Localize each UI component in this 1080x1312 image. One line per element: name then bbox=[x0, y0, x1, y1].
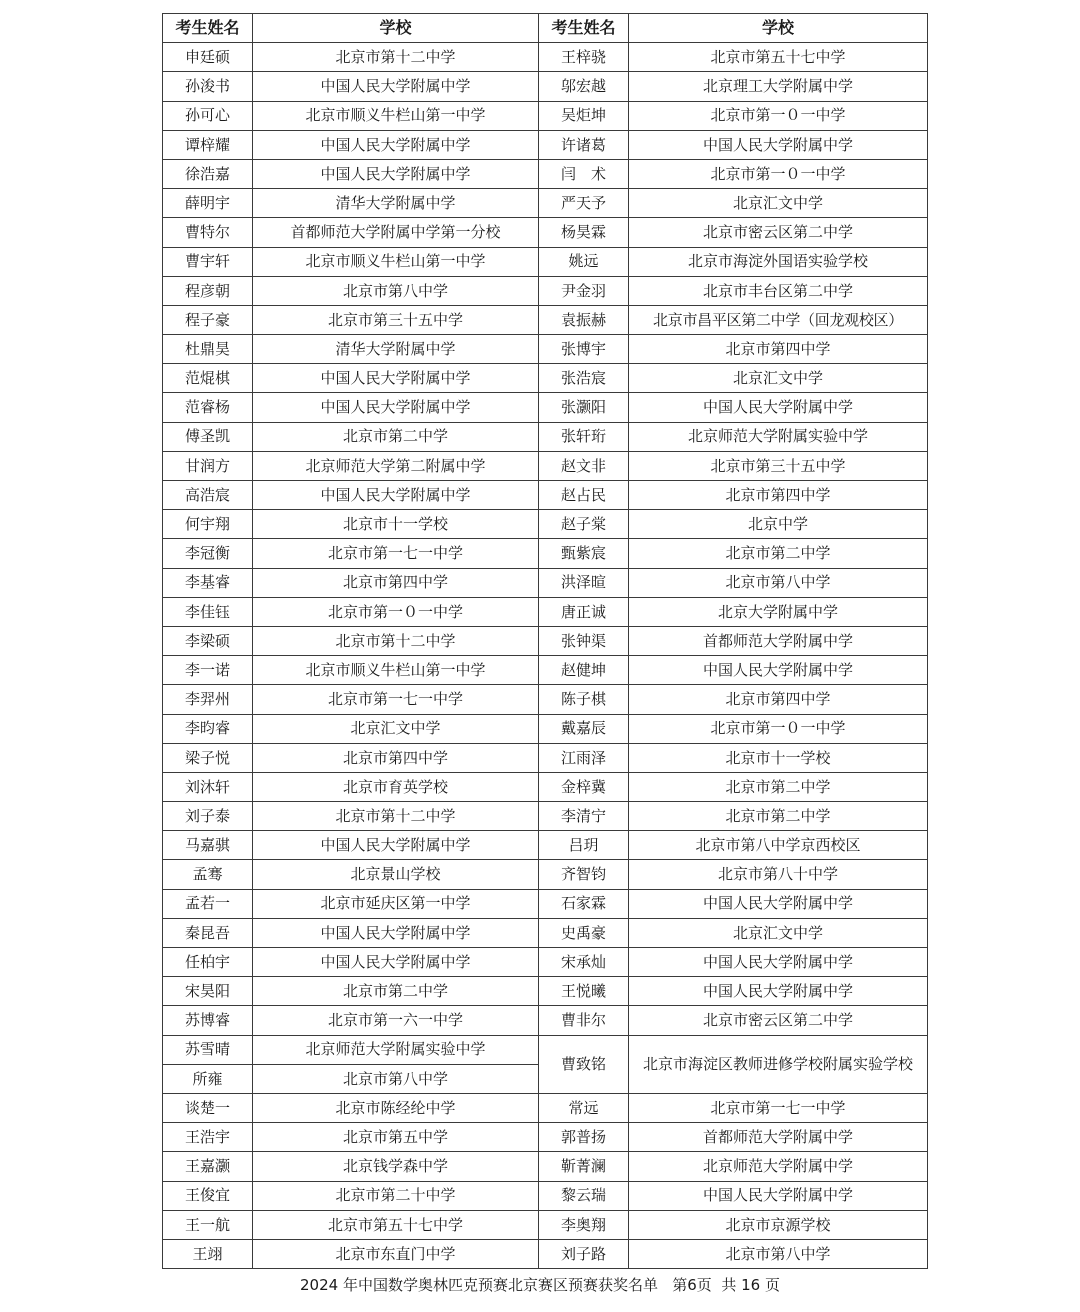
school-cell: 北京市第五十七中学 bbox=[629, 43, 928, 72]
table-row bbox=[163, 393, 928, 422]
school-cell: 北京市密云区第二中学 bbox=[629, 1006, 928, 1035]
student-name-cell: 石家霖 bbox=[539, 889, 629, 918]
student-name-cell: 何宇翔 bbox=[163, 510, 253, 539]
school-cell: 北京市第一七一中学 bbox=[253, 539, 539, 568]
school-cell: 中国人民大学附属中学 bbox=[253, 130, 539, 159]
school-cell: 北京市顺义牛栏山第一中学 bbox=[253, 247, 539, 276]
table-row bbox=[163, 1239, 928, 1268]
student-name-cell: 曹非尔 bbox=[539, 1006, 629, 1035]
school-cell: 北京钱学森中学 bbox=[253, 1152, 539, 1181]
footer-total-pages: 共 16 页 bbox=[721, 1276, 780, 1294]
student-name-cell: 李羿州 bbox=[163, 685, 253, 714]
school-cell: 北京市第一六一中学 bbox=[253, 1006, 539, 1035]
school-cell: 北京市第一七一中学 bbox=[253, 685, 539, 714]
school-cell: 北京市京源学校 bbox=[629, 1210, 928, 1239]
student-name-cell: 杜鼎昊 bbox=[163, 335, 253, 364]
table-row bbox=[163, 247, 928, 276]
school-cell: 中国人民大学附属中学 bbox=[629, 977, 928, 1006]
student-name-cell: 张灏阳 bbox=[539, 393, 629, 422]
school-cell: 清华大学附属中学 bbox=[253, 335, 539, 364]
student-name-cell: 秦昆吾 bbox=[163, 918, 253, 947]
school-cell-merged: 北京市海淀区教师进修学校附属实验学校 bbox=[629, 1035, 928, 1093]
student-name-cell: 张轩珩 bbox=[539, 422, 629, 451]
table-row bbox=[163, 597, 928, 626]
student-name-cell: 吕玥 bbox=[539, 831, 629, 860]
student-name-cell: 王翊 bbox=[163, 1239, 253, 1268]
table-row bbox=[163, 276, 928, 305]
school-cell: 首都师范大学附属中学 bbox=[629, 626, 928, 655]
student-name-cell: 傅圣凯 bbox=[163, 422, 253, 451]
student-name-cell: 吴炬坤 bbox=[539, 101, 629, 130]
header-school: 学校 bbox=[253, 14, 539, 43]
student-name-cell: 齐智钧 bbox=[539, 860, 629, 889]
school-cell: 北京市第四中学 bbox=[629, 335, 928, 364]
table-row bbox=[163, 364, 928, 393]
table-row bbox=[163, 422, 928, 451]
student-name-cell: 王悦曦 bbox=[539, 977, 629, 1006]
school-cell: 中国人民大学附属中学 bbox=[629, 889, 928, 918]
school-cell: 北京市育英学校 bbox=[253, 772, 539, 801]
school-cell: 中国人民大学附属中学 bbox=[253, 364, 539, 393]
student-name-cell: 徐浩嘉 bbox=[163, 159, 253, 188]
student-name-cell: 孟骞 bbox=[163, 860, 253, 889]
school-cell: 北京市第八中学 bbox=[629, 568, 928, 597]
school-cell: 北京市第一０一中学 bbox=[629, 101, 928, 130]
student-name-cell: 甘润方 bbox=[163, 451, 253, 480]
school-cell: 中国人民大学附属中学 bbox=[253, 72, 539, 101]
school-cell: 北京理工大学附属中学 bbox=[629, 72, 928, 101]
table-body bbox=[163, 43, 928, 1269]
school-cell: 北京市第十二中学 bbox=[253, 43, 539, 72]
student-name-cell: 许诸葛 bbox=[539, 130, 629, 159]
student-name-cell: 赵子棠 bbox=[539, 510, 629, 539]
table-row bbox=[163, 626, 928, 655]
student-name-cell: 薛明宇 bbox=[163, 189, 253, 218]
table-row bbox=[163, 772, 928, 801]
school-cell: 北京市第二十中学 bbox=[253, 1181, 539, 1210]
student-name-cell: 李奥翔 bbox=[539, 1210, 629, 1239]
header-student-name: 考生姓名 bbox=[539, 14, 629, 43]
school-cell: 北京市海淀外国语实验学校 bbox=[629, 247, 928, 276]
student-name-cell: 宋承灿 bbox=[539, 948, 629, 977]
student-name-cell: 程子豪 bbox=[163, 305, 253, 334]
student-name-cell: 洪泽暄 bbox=[539, 568, 629, 597]
student-name-cell: 范焜棋 bbox=[163, 364, 253, 393]
school-cell: 北京市顺义牛栏山第一中学 bbox=[253, 101, 539, 130]
student-name-cell: 任柏宇 bbox=[163, 948, 253, 977]
student-name-cell: 黎云瑞 bbox=[539, 1181, 629, 1210]
student-name-cell: 梁子悦 bbox=[163, 743, 253, 772]
table-row bbox=[163, 1152, 928, 1181]
table-row bbox=[163, 977, 928, 1006]
student-name-cell: 常远 bbox=[539, 1093, 629, 1122]
table-row bbox=[163, 685, 928, 714]
student-name-cell: 赵健坤 bbox=[539, 656, 629, 685]
student-name-cell: 郭普扬 bbox=[539, 1123, 629, 1152]
school-cell: 北京师范大学第二附属中学 bbox=[253, 451, 539, 480]
school-cell: 北京市十一学校 bbox=[629, 743, 928, 772]
table-row bbox=[163, 743, 928, 772]
student-name-cell: 孙浚书 bbox=[163, 72, 253, 101]
student-name-cell: 张浩宸 bbox=[539, 364, 629, 393]
school-cell: 北京市第四中学 bbox=[253, 568, 539, 597]
school-cell: 北京市第八中学 bbox=[253, 276, 539, 305]
school-cell: 北京汇文中学 bbox=[253, 714, 539, 743]
student-name-cell: 刘子路 bbox=[539, 1239, 629, 1268]
student-name-cell: 曹特尔 bbox=[163, 218, 253, 247]
school-cell: 北京汇文中学 bbox=[629, 189, 928, 218]
school-cell: 北京汇文中学 bbox=[629, 918, 928, 947]
student-name-cell: 程彦朝 bbox=[163, 276, 253, 305]
school-cell: 中国人民大学附属中学 bbox=[629, 130, 928, 159]
student-name-cell: 陈子棋 bbox=[539, 685, 629, 714]
table-row bbox=[163, 568, 928, 597]
header-student-name: 考生姓名 bbox=[163, 14, 253, 43]
table-row bbox=[163, 451, 928, 480]
table-row bbox=[163, 860, 928, 889]
school-cell: 中国人民大学附属中学 bbox=[629, 948, 928, 977]
school-cell: 北京市第十二中学 bbox=[253, 802, 539, 831]
student-name-cell: 宋昊阳 bbox=[163, 977, 253, 1006]
school-cell: 清华大学附属中学 bbox=[253, 189, 539, 218]
school-cell: 北京市第四中学 bbox=[629, 685, 928, 714]
student-name-cell: 杨昊霖 bbox=[539, 218, 629, 247]
student-name-cell: 甄紫宸 bbox=[539, 539, 629, 568]
table-row bbox=[163, 918, 928, 947]
school-cell: 北京师范大学附属实验中学 bbox=[253, 1035, 539, 1064]
table-row bbox=[163, 889, 928, 918]
table-row bbox=[163, 159, 928, 188]
student-name-cell: 马嘉骐 bbox=[163, 831, 253, 860]
student-name-cell: 刘子泰 bbox=[163, 802, 253, 831]
student-name-cell: 孙可心 bbox=[163, 101, 253, 130]
student-name-cell: 王梓骁 bbox=[539, 43, 629, 72]
school-cell: 北京景山学校 bbox=[253, 860, 539, 889]
student-name-cell: 李一诺 bbox=[163, 656, 253, 685]
school-cell: 中国人民大学附属中学 bbox=[253, 159, 539, 188]
header-school: 学校 bbox=[629, 14, 928, 43]
student-name-cell: 靳菁澜 bbox=[539, 1152, 629, 1181]
student-name-cell: 史禹豪 bbox=[539, 918, 629, 947]
student-name-cell: 李佳钰 bbox=[163, 597, 253, 626]
student-name-cell: 唐正诚 bbox=[539, 597, 629, 626]
school-cell: 北京市密云区第二中学 bbox=[629, 218, 928, 247]
table-row bbox=[163, 72, 928, 101]
student-name-cell: 金梓冀 bbox=[539, 772, 629, 801]
student-name-cell: 张博宇 bbox=[539, 335, 629, 364]
student-name-cell-merged: 曹致铭 bbox=[539, 1035, 629, 1093]
student-name-cell: 江雨泽 bbox=[539, 743, 629, 772]
table-row bbox=[163, 101, 928, 130]
school-cell: 北京市第八十中学 bbox=[629, 860, 928, 889]
student-name-cell: 王浩宇 bbox=[163, 1123, 253, 1152]
table-row bbox=[163, 218, 928, 247]
table-row bbox=[163, 656, 928, 685]
school-cell: 北京市第四中学 bbox=[629, 481, 928, 510]
school-cell: 北京市第八中学 bbox=[629, 1239, 928, 1268]
student-name-cell: 李清宁 bbox=[539, 802, 629, 831]
student-name-cell: 孟若一 bbox=[163, 889, 253, 918]
award-list-table bbox=[162, 13, 928, 1269]
school-cell: 北京市第三十五中学 bbox=[629, 451, 928, 480]
student-name-cell: 王俊宜 bbox=[163, 1181, 253, 1210]
page-footer bbox=[0, 1274, 1080, 1295]
school-cell: 北京大学附属中学 bbox=[629, 597, 928, 626]
student-name-cell: 赵文非 bbox=[539, 451, 629, 480]
school-cell: 中国人民大学附属中学 bbox=[629, 656, 928, 685]
school-cell: 北京市顺义牛栏山第一中学 bbox=[253, 656, 539, 685]
student-name-cell: 谭梓耀 bbox=[163, 130, 253, 159]
student-name-cell: 姚远 bbox=[539, 247, 629, 276]
school-cell: 北京市第五中学 bbox=[253, 1123, 539, 1152]
school-cell: 北京市第二中学 bbox=[629, 539, 928, 568]
school-cell: 北京市延庆区第一中学 bbox=[253, 889, 539, 918]
school-cell: 北京市第八中学 bbox=[253, 1064, 539, 1093]
school-cell: 北京市第二中学 bbox=[253, 977, 539, 1006]
school-cell: 北京市第二中学 bbox=[253, 422, 539, 451]
school-cell: 北京市第二中学 bbox=[629, 772, 928, 801]
school-cell: 北京市第四中学 bbox=[253, 743, 539, 772]
student-name-cell: 李冠衡 bbox=[163, 539, 253, 568]
school-cell: 中国人民大学附属中学 bbox=[629, 1181, 928, 1210]
school-cell: 北京市第八中学京西校区 bbox=[629, 831, 928, 860]
school-cell: 北京市第三十五中学 bbox=[253, 305, 539, 334]
table-row bbox=[163, 481, 928, 510]
student-name-cell: 邬宏越 bbox=[539, 72, 629, 101]
table-row bbox=[163, 802, 928, 831]
table-row bbox=[163, 1093, 928, 1122]
student-name-cell: 李梁硕 bbox=[163, 626, 253, 655]
student-name-cell: 尹金羽 bbox=[539, 276, 629, 305]
student-name-cell: 闫 术 bbox=[539, 159, 629, 188]
student-name-cell: 戴嘉辰 bbox=[539, 714, 629, 743]
table-row bbox=[163, 43, 928, 72]
table-row bbox=[163, 130, 928, 159]
school-cell: 中国人民大学附属中学 bbox=[253, 481, 539, 510]
table-row bbox=[163, 1006, 928, 1035]
table-row bbox=[163, 1035, 928, 1064]
school-cell: 首都师范大学附属中学 bbox=[629, 1123, 928, 1152]
table-row bbox=[163, 714, 928, 743]
table-row bbox=[163, 510, 928, 539]
table-row bbox=[163, 1181, 928, 1210]
student-name-cell: 严天予 bbox=[539, 189, 629, 218]
school-cell: 北京市十一学校 bbox=[253, 510, 539, 539]
school-cell: 北京师范大学附属中学 bbox=[629, 1152, 928, 1181]
table-row bbox=[163, 539, 928, 568]
student-name-cell: 所雍 bbox=[163, 1064, 253, 1093]
school-cell: 北京市陈经纶中学 bbox=[253, 1093, 539, 1122]
school-cell: 北京市丰台区第二中学 bbox=[629, 276, 928, 305]
student-name-cell: 王一航 bbox=[163, 1210, 253, 1239]
school-cell: 北京市第五十七中学 bbox=[253, 1210, 539, 1239]
school-cell: 首都师范大学附属中学第一分校 bbox=[253, 218, 539, 247]
student-name-cell: 袁振赫 bbox=[539, 305, 629, 334]
school-cell: 北京中学 bbox=[629, 510, 928, 539]
school-cell: 北京市昌平区第二中学（回龙观校区） bbox=[629, 305, 928, 334]
school-cell: 北京师范大学附属实验中学 bbox=[629, 422, 928, 451]
school-cell: 中国人民大学附属中学 bbox=[253, 948, 539, 977]
table-row bbox=[163, 1123, 928, 1152]
school-cell: 北京市第十二中学 bbox=[253, 626, 539, 655]
student-name-cell: 张钟渠 bbox=[539, 626, 629, 655]
school-cell: 北京市第一０一中学 bbox=[253, 597, 539, 626]
student-name-cell: 苏雪晴 bbox=[163, 1035, 253, 1064]
table-row bbox=[163, 1210, 928, 1239]
student-name-cell: 刘沐轩 bbox=[163, 772, 253, 801]
student-name-cell: 李昀睿 bbox=[163, 714, 253, 743]
table-row bbox=[163, 948, 928, 977]
table-row bbox=[163, 831, 928, 860]
student-name-cell: 谈楚一 bbox=[163, 1093, 253, 1122]
table-header-row bbox=[163, 14, 928, 43]
school-cell: 北京市第一０一中学 bbox=[629, 159, 928, 188]
school-cell: 中国人民大学附属中学 bbox=[253, 393, 539, 422]
school-cell: 北京市东直门中学 bbox=[253, 1239, 539, 1268]
school-cell: 中国人民大学附属中学 bbox=[629, 393, 928, 422]
school-cell: 北京市第一七一中学 bbox=[629, 1093, 928, 1122]
student-name-cell: 申廷硕 bbox=[163, 43, 253, 72]
student-name-cell: 李基睿 bbox=[163, 568, 253, 597]
school-cell: 中国人民大学附属中学 bbox=[253, 918, 539, 947]
student-name-cell: 高浩宸 bbox=[163, 481, 253, 510]
school-cell: 北京市第一０一中学 bbox=[629, 714, 928, 743]
table-row bbox=[163, 305, 928, 334]
school-cell: 中国人民大学附属中学 bbox=[253, 831, 539, 860]
table-row bbox=[163, 189, 928, 218]
table-row bbox=[163, 335, 928, 364]
footer-page-number: 第6页 bbox=[672, 1276, 712, 1294]
student-name-cell: 曹宇轩 bbox=[163, 247, 253, 276]
student-name-cell: 苏博睿 bbox=[163, 1006, 253, 1035]
student-name-cell: 王嘉灏 bbox=[163, 1152, 253, 1181]
school-cell: 北京汇文中学 bbox=[629, 364, 928, 393]
footer-title: 2024 年中国数学奥林匹克预赛北京赛区预赛获奖名单 bbox=[300, 1276, 658, 1294]
student-name-cell: 范睿杨 bbox=[163, 393, 253, 422]
student-name-cell: 赵占民 bbox=[539, 481, 629, 510]
school-cell: 北京市第二中学 bbox=[629, 802, 928, 831]
